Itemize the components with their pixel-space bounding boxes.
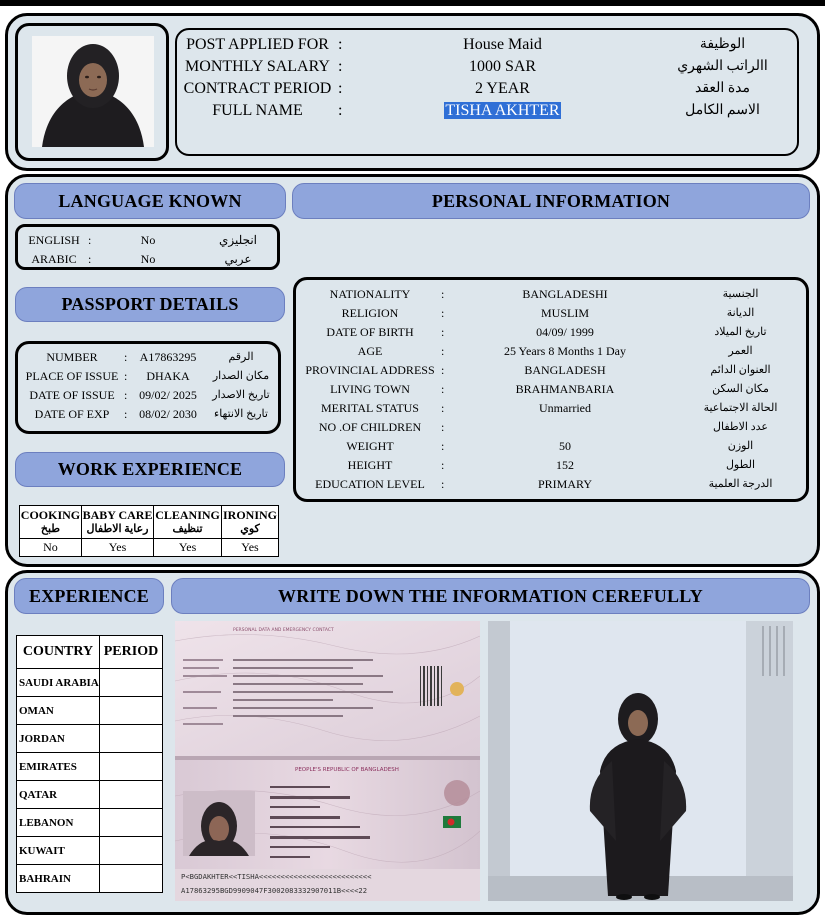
work-skill-name: IRONING [223,508,278,522]
experience-period [99,697,162,725]
experience-row [17,753,163,781]
work-skill-header [20,506,82,539]
header-field-value-cell [400,102,605,120]
mrz-line-2: A17863295BGD9909047F3002083332907011B<<<<22 [181,886,368,895]
experience-row [17,809,163,837]
passport-colon: : [124,350,128,364]
work-skill-value: No [20,539,82,557]
work-skill-arabic: تنظيف [172,523,203,535]
passport-scan-image [175,621,480,901]
personal-label: DATE OF BIRTH [326,325,414,339]
passport-page-header: PERSONAL DATA AND EMERGENCY CONTACT [233,628,334,633]
work-skill-arabic: طبخ [40,523,61,535]
personal-label: PROVINCIAL ADDRESS [305,363,435,377]
full-body-photo [488,621,793,901]
work-skill-value: Yes [81,539,153,557]
experience-country: JORDAN [17,725,100,753]
work-skill-header [81,506,153,539]
work-skill-value: Yes [154,539,222,557]
personal-colon: : [441,325,445,339]
language-label: ARABIC [31,252,77,266]
work-skill-name: CLEANING [155,508,220,522]
header-field-value: 1000 SAR [468,58,537,75]
passport-details-heading: PASSPORT DETAILS [15,287,285,322]
work-experience-table [19,505,279,557]
personal-arabic: مكان السكن [712,383,769,395]
profile-photo [32,36,154,147]
experience-country: SAUDI ARABIA [17,669,100,697]
passport-label: PLACE OF ISSUE [25,369,119,383]
experience-row [17,697,163,725]
personal-arabic: تاريخ الميلاد [714,326,767,338]
personal-colon: : [441,401,445,415]
header-field-colon: : [338,36,343,53]
experience-row [17,725,163,753]
personal-colon: : [441,458,445,472]
experience-period [99,809,162,837]
experience-period [99,753,162,781]
passport-colon: : [124,407,128,421]
personal-value: BANGLADESH [524,363,606,377]
header-field-label: FULL NAME [212,102,303,119]
personal-value: 04/09/ 1999 [536,325,594,339]
personal-label: RELIGION [341,306,399,320]
experience-period [99,725,162,753]
language-colon: : [88,233,92,247]
mrz-line-1: P<BGDAKHTER<<TISHA<<<<<<<<<<<<<<<<<<<<<<<<<< [181,872,372,881]
work-skill-value: Yes [222,539,279,557]
experience-row [17,781,163,809]
header-field-value-cell [400,36,605,54]
header-field-label: MONTHLY SALARY [185,58,330,75]
personal-arabic: الدرجة العلمية [708,478,773,490]
work-skill-name: COOKING [20,508,81,522]
experience-period [99,865,162,893]
personal-arabic: العمر [728,345,753,357]
passport-colon: : [124,369,128,383]
language-value: No [140,252,156,266]
personal-colon: : [441,439,445,453]
language-known-heading: LANGUAGE KNOWN [14,183,286,219]
header-field-value-cell [400,58,605,76]
full-name-value: TISHA AKHTER [445,102,560,119]
header-field-arabic: مدة العقد [694,81,751,96]
passport-arabic: تاريخ الاصدار [212,389,270,401]
personal-value: Unmarried [539,401,591,415]
personal-label: NATIONALITY [329,287,411,301]
header-field-label: POST APPLIED FOR [186,36,329,53]
passport-scan-graphic [175,621,480,901]
experience-country: BAHRAIN [17,865,100,893]
header-field-value: 2 YEAR [475,80,530,97]
period-column-header: PERIOD [99,636,162,669]
passport-label: NUMBER [46,350,98,364]
work-skill-arabic: كوي [240,523,260,535]
profile-photo-frame [15,23,169,161]
personal-value: PRIMARY [537,477,593,491]
passport-value: DHAKA [146,369,190,383]
personal-label: LIVING TOWN [330,382,410,396]
personal-value: 152 [556,458,574,472]
personal-value: BRAHMANBARIA [515,382,615,396]
experience-table [16,635,163,893]
personal-information-heading: PERSONAL INFORMATION [292,183,810,219]
personal-arabic: الديانة [726,307,755,319]
experience-country: KUWAIT [17,837,100,865]
experience-row [17,865,163,893]
personal-arabic: عدد الاطفال [713,421,768,433]
header-field-value: House Maid [463,36,542,53]
passport-label: DATE OF ISSUE [29,388,115,402]
header-field-arabic: االراتب الشهري [677,59,768,74]
work-skill-name: BABY CARE [82,508,153,522]
experience-country: QATAR [17,781,100,809]
personal-value: BANGLADESHI [522,287,608,301]
personal-label: WEIGHT [346,439,394,453]
passport-arabic: مكان الصدار [212,370,270,382]
personal-arabic: الحالة الاجتماعية [703,402,778,414]
experience-period [99,669,162,697]
personal-colon: : [441,344,445,358]
personal-colon: : [441,382,445,396]
header-field-colon: : [338,58,343,75]
person-portrait-icon [32,36,154,147]
language-label: ENGLISH [28,233,80,247]
header-field-colon: : [338,80,343,97]
personal-arabic: الوزن [727,440,754,452]
header-field-arabic: الاسم الكامل [685,103,760,118]
header-field-colon: : [338,102,343,119]
work-skill-header [154,506,222,539]
work-skill-arabic: رعاية الاطفال [86,523,149,535]
passport-arabic: تاريخ الانتهاء [214,408,268,420]
passport-value: 08/02/ 2030 [139,407,197,421]
language-value: No [140,233,156,247]
personal-colon: : [441,306,445,320]
personal-label: HEIGHT [347,458,393,472]
top-border-bar [0,0,825,6]
work-skill-header [222,506,279,539]
personal-label: EDUCATION LEVEL [315,477,425,491]
header-field-value-cell [400,80,605,98]
personal-value: 50 [559,439,571,453]
experience-country: LEBANON [17,809,100,837]
language-arabic: انجليزي [218,233,258,247]
personal-arabic: الجنسية [722,288,759,300]
personal-label: AGE [357,344,383,358]
personal-colon: : [441,477,445,491]
personal-colon: : [441,287,445,301]
personal-value: MUSLIM [540,306,589,320]
country-column-header: COUNTRY [17,636,100,669]
write-down-heading: WRITE DOWN THE INFORMATION CEREFULLY [171,578,810,614]
experience-period [99,781,162,809]
personal-arabic: العنوان الدائم [710,364,771,376]
personal-label: NO .OF CHILDREN [318,420,422,434]
passport-arabic: الرقم [228,351,254,363]
header-field-label: CONTRACT PERIOD [183,80,332,97]
full-body-photo-graphic [488,621,793,901]
passport-value: A17863295 [139,350,197,364]
experience-row [17,837,163,865]
personal-colon: : [441,363,445,377]
work-experience-heading: WORK EXPERIENCE [15,452,285,487]
personal-value: 25 Years 8 Months 1 Day [503,344,626,358]
personal-label: MERITAL STATUS [321,401,419,415]
passport-value: 09/02/ 2025 [139,388,197,402]
experience-country: OMAN [17,697,100,725]
language-arabic: عربي [224,252,252,266]
passport-colon: : [124,388,128,402]
header-field-arabic: الوظيفة [699,37,746,52]
passport-country-header: PEOPLE'S REPUBLIC OF BANGLADESH [295,767,399,773]
experience-heading: EXPERIENCE [14,578,164,614]
experience-row [17,669,163,697]
language-colon: : [88,252,92,266]
experience-period [99,837,162,865]
personal-colon: : [441,420,445,434]
personal-arabic: الطول [725,459,756,471]
experience-country: EMIRATES [17,753,100,781]
passport-label: DATE OF EXP [34,407,110,421]
